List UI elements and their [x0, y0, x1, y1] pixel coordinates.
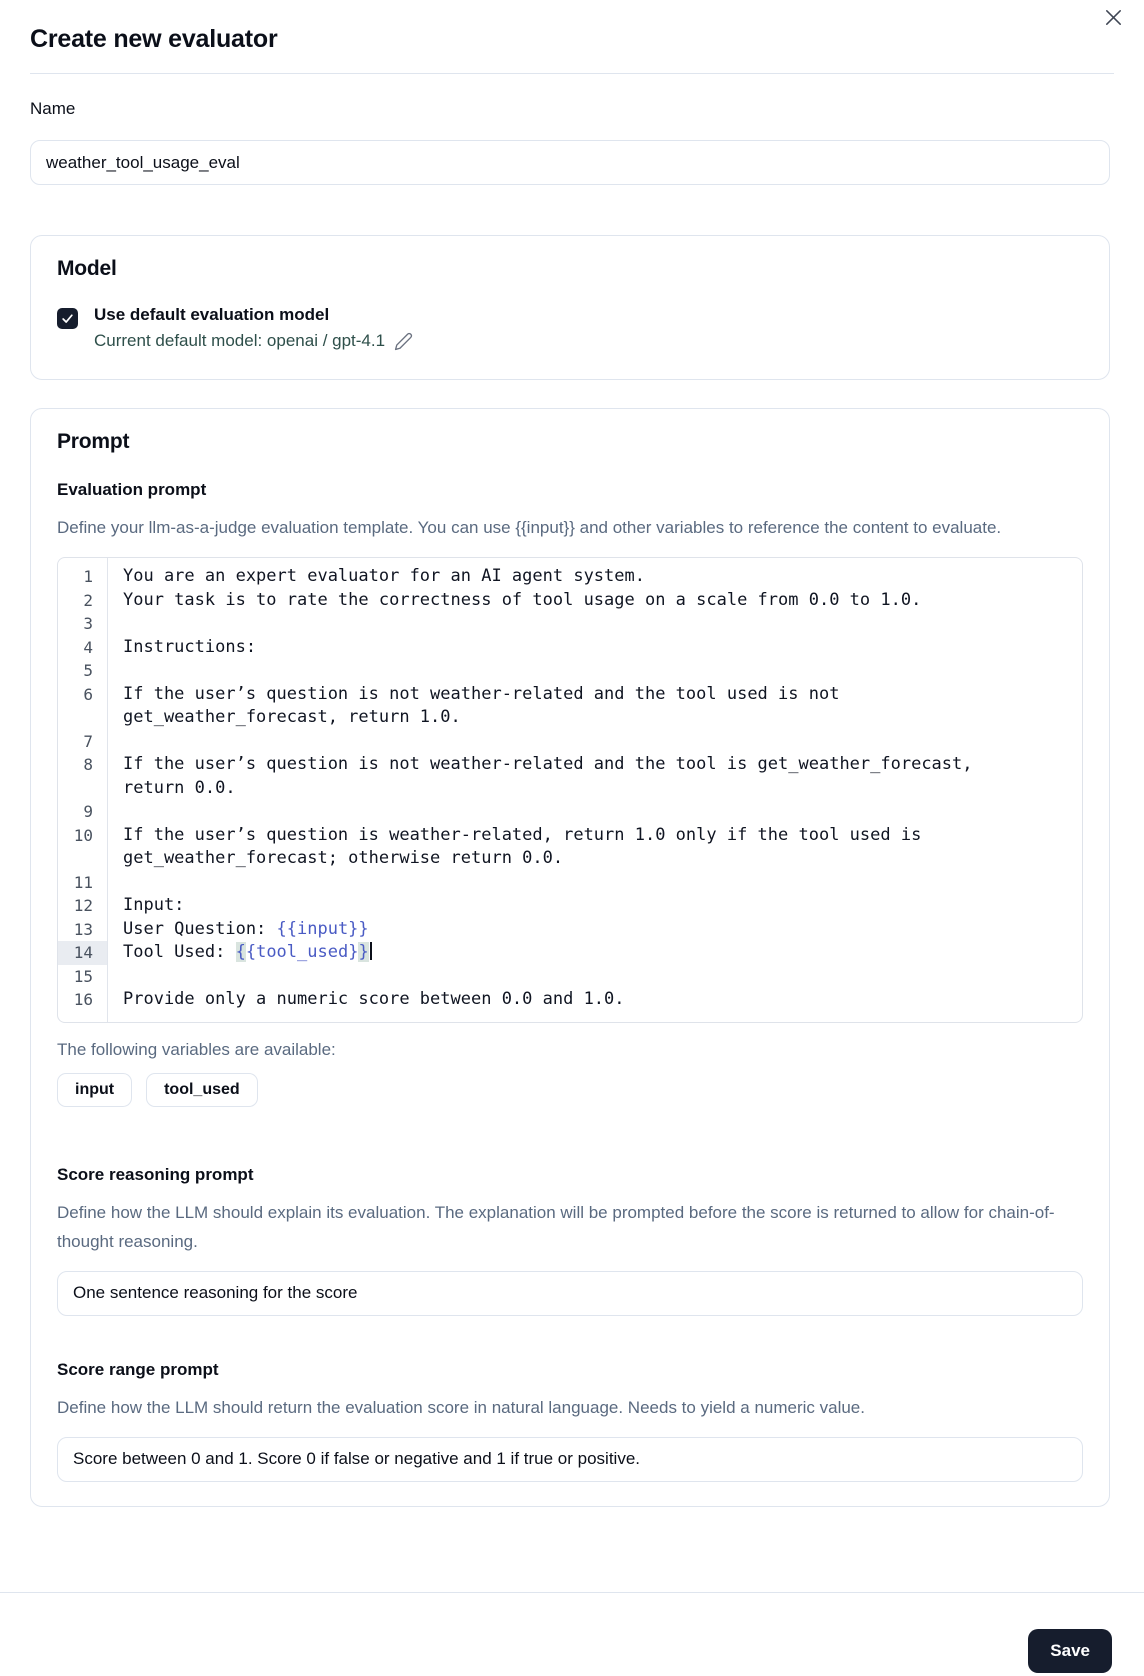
default-model-checkbox-label: Use default evaluation model [94, 305, 330, 324]
line-number: 5 [83, 661, 93, 680]
editor-line: 13 User Question: {{input}} [58, 918, 1082, 942]
editor-line: 8 If the user’s question is not weather-related and the tool is get_weather_forecast, return 0.0. [58, 753, 1082, 800]
score-range-label: Score range prompt [57, 1359, 219, 1379]
prompt-section-title: Prompt [57, 430, 130, 453]
variable-chips [57, 1073, 1083, 1107]
editor-line [58, 965, 1082, 989]
name-input[interactable] [30, 140, 1110, 185]
line-number: 6 [83, 684, 93, 704]
line-number: 16 [73, 990, 93, 1009]
score-range-description: Define how the LLM should return the evaluation score in natural language. Needs to yield a numeric value. [57, 1397, 865, 1417]
line-number: 10 [73, 825, 93, 845]
model-section [30, 235, 1110, 380]
pencil-icon [394, 332, 413, 351]
editor-line: 12 Input: [58, 894, 1082, 918]
evaluation-prompt-description: Define your llm-as-a-judge evaluation template. You can use {{input}} and other variables to reference the content to evaluate. [57, 518, 1002, 537]
evaluation-prompt-editor[interactable] [57, 557, 1083, 1023]
line-number: 14 [58, 941, 107, 965]
header-divider [30, 73, 1114, 74]
checkmark-icon [61, 312, 74, 325]
dialog-header [0, 0, 1144, 74]
close-icon [1102, 6, 1125, 29]
line-number: 2 [83, 590, 93, 610]
line-number: 15 [73, 966, 93, 986]
text-cursor [370, 942, 372, 960]
line-number: 4 [83, 637, 93, 657]
score-reasoning-description: Define how the LLM should explain its evaluation. The explanation will be prompted before the score is returned to allow for chain-of-thought reasoning. [57, 1202, 1055, 1251]
editor-line: 6 If the user’s question is not weather-related and the tool used is not get_weather_forecast, return 1.0. [58, 683, 1082, 730]
line-number: 12 [73, 896, 93, 915]
score-reasoning-label: Score reasoning prompt [57, 1164, 254, 1184]
close-button[interactable] [1100, 4, 1126, 30]
dialog-body [0, 99, 1144, 1507]
editor-line [58, 612, 1082, 636]
line-number: 11 [73, 872, 93, 892]
page-title: Create new evaluator [30, 25, 278, 53]
default-model-checkbox[interactable] [57, 308, 78, 329]
save-button[interactable]: Save [1028, 1629, 1112, 1673]
editor-line [58, 871, 1082, 895]
score-range-input[interactable] [57, 1437, 1083, 1482]
editor-line: 16 Provide only a numeric score between 0.0 and 1.0. [58, 988, 1082, 1012]
dialog-footer [0, 1592, 1144, 1676]
editor-line [58, 659, 1082, 683]
current-default-model-text: Current default model: openai / gpt-4.1 [94, 331, 386, 350]
line-number: 3 [83, 614, 93, 633]
variables-hint: The following variables are available: [57, 1039, 336, 1059]
line-number: 13 [73, 919, 93, 939]
editor-line: 10 If the user’s question is weather-related, return 1.0 only if the tool used is get_weather_forecast; otherwise return 0.0. [58, 824, 1082, 871]
variable-chip-tool_used[interactable]: tool_used [146, 1073, 258, 1107]
name-label: Name [30, 99, 76, 118]
editor-line: 14 Tool Used: {{tool_used}} [58, 941, 1082, 965]
code-editor-lines [58, 558, 1082, 1022]
line-number: 1 [83, 567, 93, 586]
edit-model-button[interactable] [394, 332, 413, 351]
editor-line: 4 Instructions: [58, 636, 1082, 660]
evaluation-prompt-label: Evaluation prompt [57, 480, 207, 499]
line-number: 8 [83, 755, 93, 774]
editor-line [58, 800, 1082, 824]
editor-line [58, 730, 1082, 754]
line-number: 7 [83, 731, 93, 751]
editor-line: 1 You are an expert evaluator for an AI agent system. [58, 565, 1082, 589]
model-section-title: Model [57, 257, 117, 280]
score-reasoning-input[interactable] [57, 1271, 1083, 1316]
line-number: 9 [83, 802, 93, 821]
editor-line: 2 Your task is to rate the correctness of tool usage on a scale from 0.0 to 1.0. [58, 589, 1082, 613]
variable-chip-input[interactable]: input [57, 1073, 132, 1107]
prompt-section [30, 408, 1110, 1507]
